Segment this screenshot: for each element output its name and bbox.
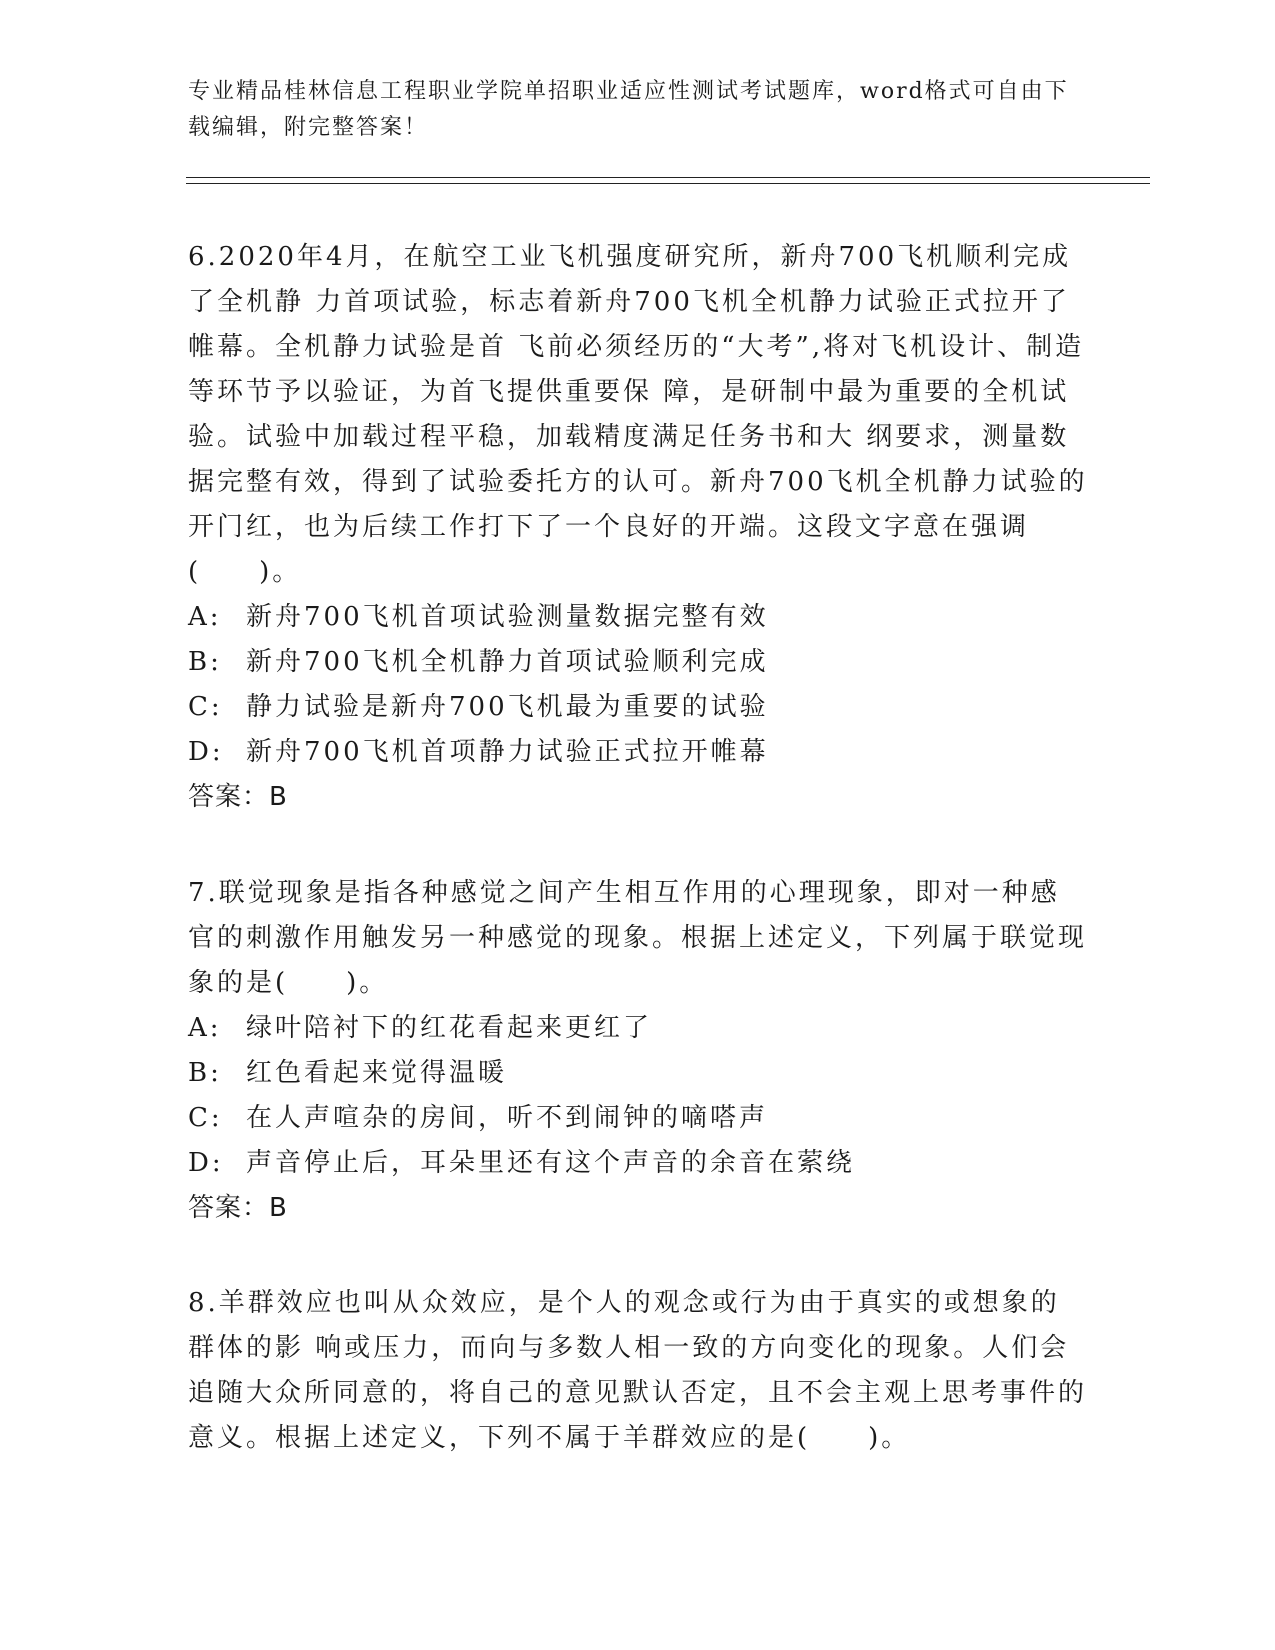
option-text: 新舟700飞机首项试验测量数据完整有效 [246,602,769,632]
option-key: B: [188,647,222,677]
option-key: A: [188,1013,222,1043]
option-key: C: [188,692,223,722]
question-8 [188,1281,1088,1461]
question-6 [188,235,1088,820]
option-key: D: [188,1148,224,1178]
option-b [188,1051,1088,1096]
question-stem: 8.羊群效应也叫从众效应，是个人的观念或行为由于真实的或想象的群体的影 响或压力，而向与多数人相一致的方向变化的现象。人们会追随大众所同意的，将自己的意见默认否定，且不会主观上思考事件的意义。根据上述定义，下列不属于羊群效应的是( )。 [188,1288,1088,1453]
answer: 答案：B [188,782,288,812]
option-d [188,1141,1088,1186]
option-c [188,685,1088,730]
option-text: 新舟700飞机全机静力首项试验顺利完成 [246,647,769,677]
option-b [188,640,1088,685]
question-stem: 6.2020年4月，在航空工业飞机强度研究所，新舟700飞机顺利完成了全机静 力首项试验，标志着新舟700飞机全机静力试验正式拉开了帷幕。全机静力试验是首 飞前必须经历的“大考”,将对飞机设计、制造等环节予以验证，为首飞提供重要保 障，是研制中最为重要的全机试验。试验中加载过程平稳，加载精度满足任务书和大 纲要求，测量数据完整有效，得到了试验委托方的认可。新舟700飞机全机静力试验的开门红，也为后续工作打下了一个良好的开端。这段文字意在强调( )。 [188,242,1088,587]
question-7 [188,871,1088,1231]
option-text: 新舟700飞机首项静力试验正式拉开帷幕 [246,737,769,767]
option-text: 红色看起来觉得温暖 [246,1058,508,1088]
question-stem: 7.联觉现象是指各种感觉之间产生相互作用的心理现象，即对一种感官的刺激作用触发另一种感觉的现象。根据上述定义，下列属于联觉现象的是( )。 [188,878,1088,998]
header-divider-bottom [186,183,1150,184]
option-a [188,595,1088,640]
option-key: D: [188,737,224,767]
option-key: A: [188,602,222,632]
option-text: 绿叶陪衬下的红花看起来更红了 [246,1013,653,1043]
document-header [188,74,1088,146]
option-d [188,730,1088,775]
option-text: 静力试验是新舟700飞机最为重要的试验 [246,692,769,722]
option-a [188,1006,1088,1051]
option-c [188,1096,1088,1141]
header-divider-top [186,177,1150,178]
option-text: 声音停止后，耳朵里还有这个声音的余音在萦绕 [246,1148,856,1178]
option-text: 在人声喧杂的房间，听不到闹钟的嘀嗒声 [246,1103,769,1133]
answer: 答案：B [188,1193,288,1223]
option-key: B: [188,1058,222,1088]
option-key: C: [188,1103,223,1133]
header-text: 专业精品桂林信息工程职业学院单招职业适应性测试考试题库，word格式可自由下载编辑，附完整答案！ [188,79,1069,140]
